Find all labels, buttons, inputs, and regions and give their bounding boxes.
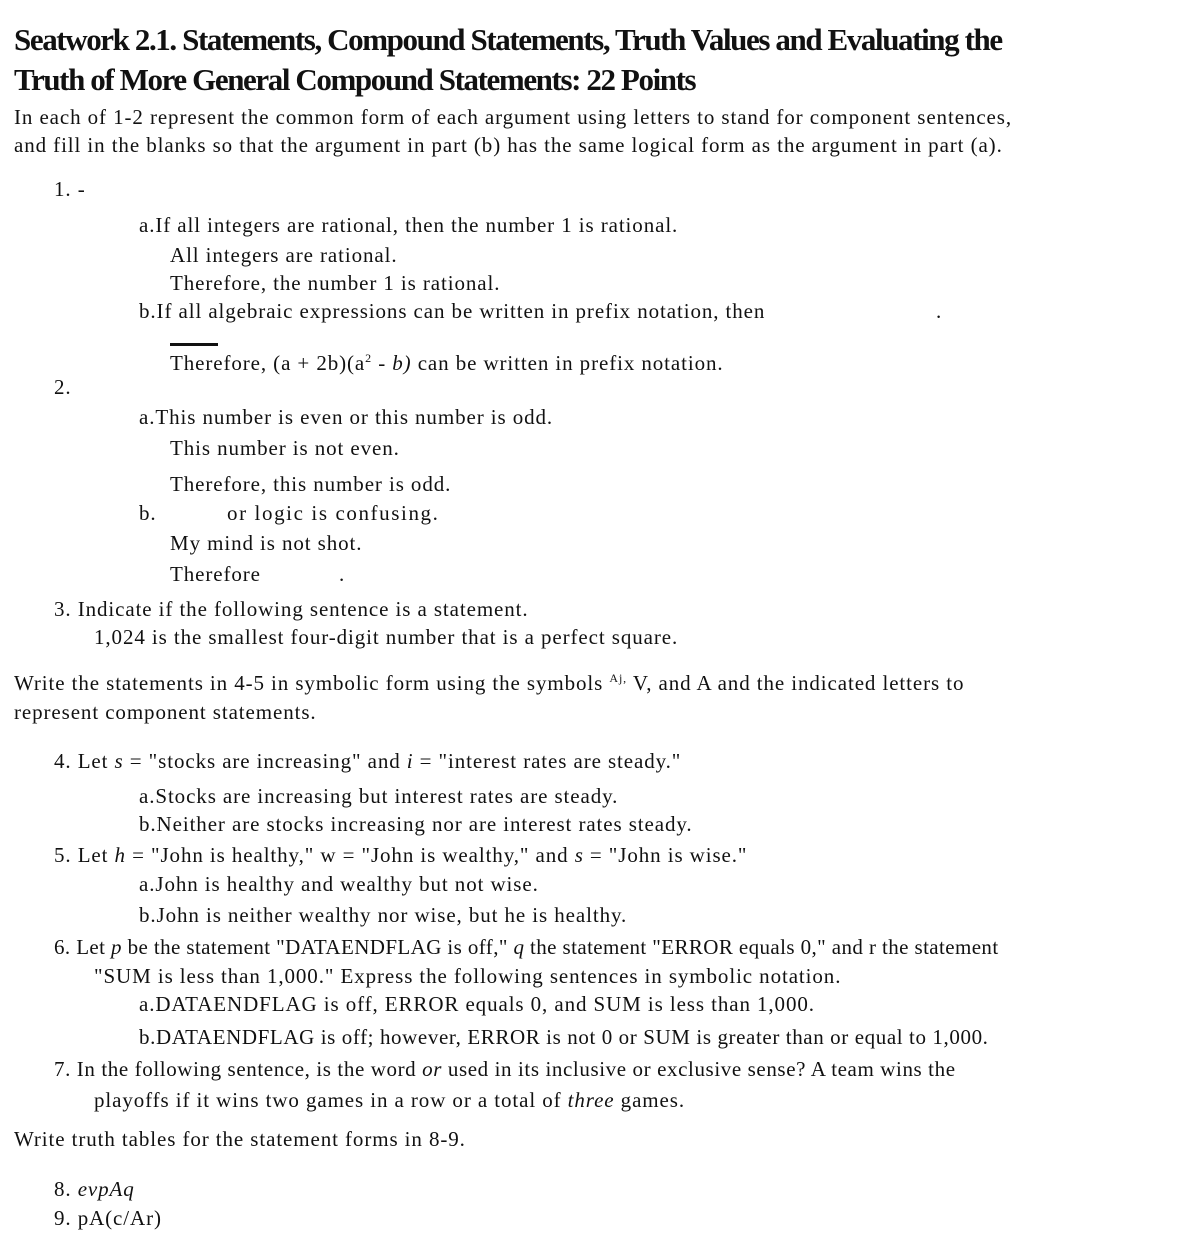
question-4a: a.Stocks are increasing but interest rates are steady. [139,784,619,808]
question-6b: b.DATAENDFLAG is off; however, ERROR is not 0 or SUM is greater than or equal to 1,000. [139,1025,989,1049]
question-1b-line-3: Therefore, $(a + 2b)(a^2 - b)$ can be written in prefix notation. [170,351,724,375]
question-7-line-1: 7. In the following sentence, is the word or used in its inclusive or exclusive sense? A team wins the [54,1057,956,1081]
question-1-number: 1. - [54,177,86,201]
answer-blank-line [170,343,218,346]
question-1b-blank-period: . [936,299,943,323]
question-3-line-2: 1,024 is the smallest four-digit number that is a perfect square. [94,625,679,649]
question-5-definition: 5. Let h = "John is healthy," w = "John is wealthy," and s = "John is wise." [54,843,748,867]
title-line-1: Seatwork 2.1. Statements, Compound Statements, Truth Values and Evaluating the [14,22,1002,57]
question-2a-line-1: a.This number is even or this number is odd. [139,405,554,429]
question-6-line-2: "SUM is less than 1,000." Express the following sentences in symbolic notation. [94,964,842,988]
question-1a-line-2: All integers are rational. [170,243,398,267]
intro-line-2: and fill in the blanks so that the argument in part (b) has the same logical form as the argument in part (a). [14,133,1003,157]
question-9: 9. pA(c/Ar) [54,1206,162,1230]
question-8: 8. evpAq [54,1177,135,1201]
question-2b-line-1: or logic is confusing. [227,501,440,525]
symbolic-instructions-line-1: Write the statements in 4-5 in symbolic form using the symbols $^{Aj,}$ V, and A and the indicated letters to [14,671,965,695]
title-line-2: Truth of More General Compound Statements: 22 Points [14,62,696,97]
intro-line-1: In each of 1-2 represent the common form of each argument using letters to stand for component sentences, [14,105,1012,129]
question-2b-period: . [339,562,346,586]
question-4-definition: 4. Let s = "stocks are increasing" and i = "interest rates are steady." [54,749,682,773]
question-2b-line-3: Therefore [170,562,261,586]
question-5b: b.John is neither wealthy nor wise, but he is healthy. [139,903,628,927]
question-1a-line-3: Therefore, the number 1 is rational. [170,271,501,295]
question-2-number: 2. [54,375,72,399]
question-3-line-1: 3. Indicate if the following sentence is a statement. [54,597,529,621]
question-6-line-1: 6. Let p be the statement "DATAENDFLAG is off," q the statement "ERROR equals 0," and r the statement [54,935,999,959]
question-2b-label: b. [139,501,157,525]
question-2b-line-2: My mind is not shot. [170,531,363,555]
truth-table-instructions: Write truth tables for the statement forms in 8-9. [14,1127,466,1151]
question-1b-line-1: b.If all algebraic expressions can be written in prefix notation, then [139,299,766,323]
question-2a-line-2: This number is not even. [170,436,400,460]
question-2a-line-3: Therefore, this number is odd. [170,472,452,496]
question-4b: b.Neither are stocks increasing nor are interest rates steady. [139,812,693,836]
question-1a-line-1: a.If all integers are rational, then the number 1 is rational. [139,213,679,237]
question-6a: a.DATAENDFLAG is off, ERROR equals 0, and SUM is less than 1,000. [139,992,815,1016]
question-7-line-2: playoffs if it wins two games in a row or a total of three games. [94,1088,685,1112]
symbolic-instructions-line-2: represent component statements. [14,700,317,724]
question-5a: a.John is healthy and wealthy but not wise. [139,872,539,896]
